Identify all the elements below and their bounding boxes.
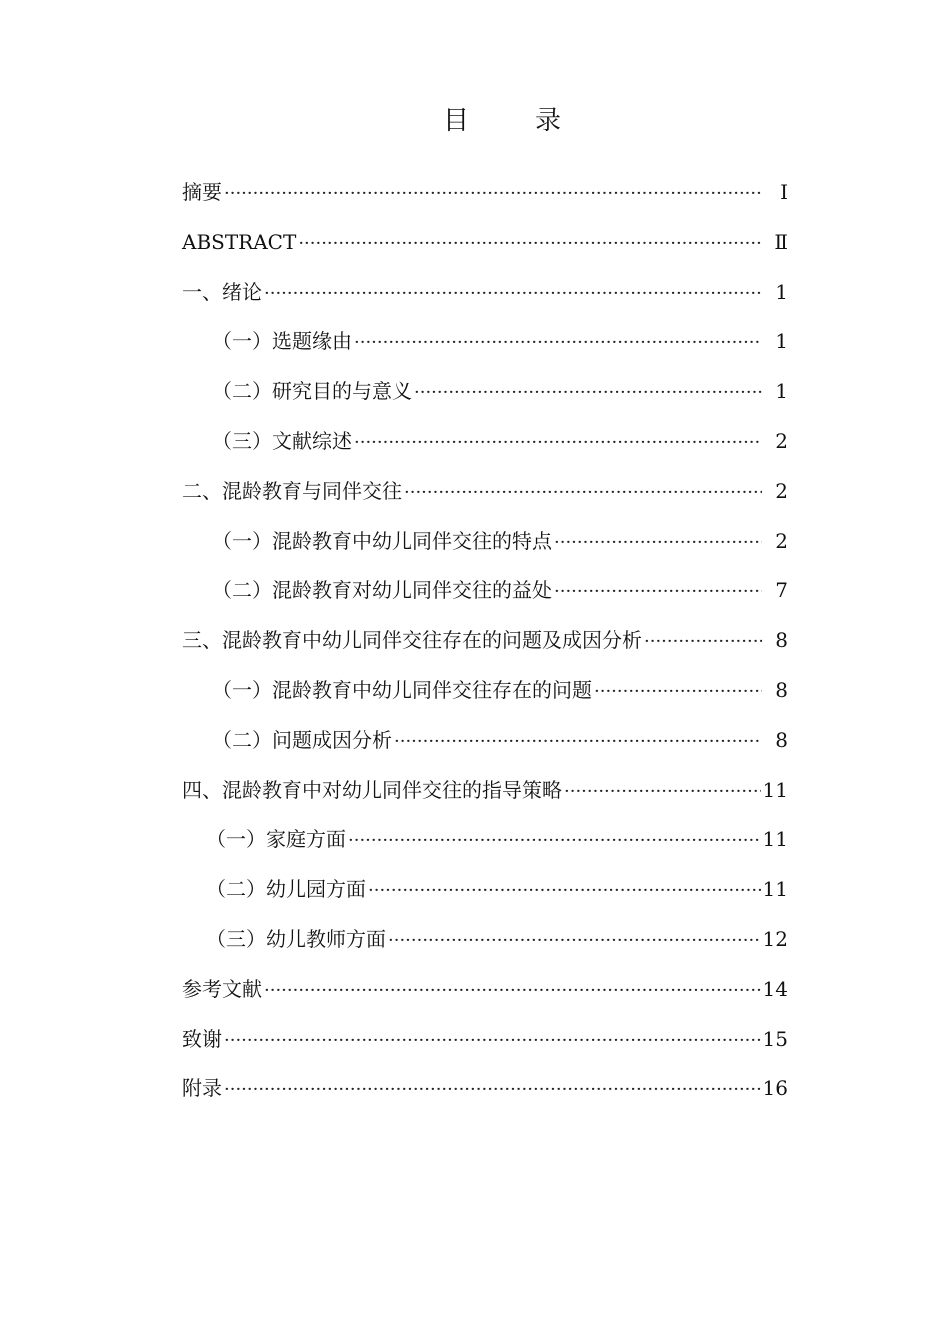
toc-entry-label: （二）问题成因分析 <box>212 727 392 752</box>
toc-entry-label: （一）混龄教育中幼儿同伴交往存在的问题 <box>212 677 592 702</box>
toc-leader <box>224 1065 761 1115</box>
toc-leader <box>644 617 762 667</box>
toc-page-number: Ⅱ <box>774 229 788 254</box>
toc-entry-section-4-1[interactable] <box>182 815 788 865</box>
toc-leader <box>224 169 762 219</box>
toc-leader <box>264 269 762 319</box>
toc-entry-chapter-3[interactable] <box>182 616 788 666</box>
toc-entry-label: ABSTRACT <box>182 229 297 254</box>
toc-title: 目 录 <box>442 106 581 136</box>
toc-leader <box>394 717 762 767</box>
toc-entry-section-1-3[interactable] <box>182 417 788 467</box>
toc-page-number: 15 <box>762 1026 788 1051</box>
toc-leader <box>354 418 762 468</box>
toc-entry-label: 一、绪论 <box>182 279 262 304</box>
toc-entry-section-4-3[interactable] <box>182 915 788 965</box>
toc-page-number: 2 <box>775 528 788 553</box>
toc-page-number: Ⅰ <box>780 180 788 204</box>
toc-entry-acknowledgements[interactable] <box>182 1015 788 1065</box>
toc-entry-label: 四、混龄教育中对幼儿同伴交往的指导策略 <box>182 777 562 802</box>
toc-leader <box>348 816 761 866</box>
toc-entry-label: （二）研究目的与意义 <box>212 379 412 404</box>
toc-page-number: 8 <box>775 727 788 752</box>
toc-entry-label: （三）幼儿教师方面 <box>206 926 386 951</box>
toc-entry-label: 致谢 <box>182 1026 222 1051</box>
toc-leader <box>564 767 761 817</box>
toc-entry-label: （一）混龄教育中幼儿同伴交往的特点 <box>212 528 552 553</box>
toc-entry-chapter-2[interactable] <box>182 467 788 517</box>
toc-entry-label: （二）幼儿园方面 <box>206 877 366 902</box>
toc-entry-label: （三）文献综述 <box>212 428 352 453</box>
toc-leader <box>414 368 762 418</box>
toc-leader <box>354 318 762 368</box>
toc-page-number: 11 <box>762 777 788 802</box>
toc-entry-label: 摘要 <box>182 180 222 204</box>
toc-entry-appendix[interactable] <box>182 1064 788 1114</box>
toc-entry-section-3-2[interactable] <box>182 716 788 766</box>
toc-leader <box>264 966 761 1016</box>
toc-entry-label: （二）混龄教育对幼儿同伴交往的益处 <box>212 578 552 603</box>
toc-entry-label: 附录 <box>182 1076 222 1101</box>
toc-leader <box>298 219 762 269</box>
toc-entry-abstract-en[interactable] <box>182 218 788 268</box>
toc-entry-section-4-2[interactable] <box>182 865 788 915</box>
toc-leader <box>554 567 762 617</box>
toc-list <box>182 168 788 1114</box>
toc-page-number: 12 <box>762 926 788 951</box>
toc-page-number: 2 <box>775 428 788 453</box>
toc-entry-chapter-4[interactable] <box>182 766 788 816</box>
toc-page-number: 11 <box>762 827 788 852</box>
toc-entry-section-3-1[interactable] <box>182 666 788 716</box>
toc-page-number: 7 <box>775 578 788 603</box>
toc-entry-label: 二、混龄教育与同伴交往 <box>182 478 402 503</box>
toc-leader <box>404 468 762 518</box>
toc-page-number: 11 <box>762 877 788 902</box>
toc-entry-chapter-1[interactable] <box>182 268 788 318</box>
toc-leader <box>224 1016 761 1066</box>
toc-page-number: 8 <box>775 677 788 702</box>
toc-page-number: 1 <box>775 329 788 354</box>
toc-page-number: 14 <box>762 976 788 1001</box>
toc-entry-label: 三、混龄教育中幼儿同伴交往存在的问题及成因分析 <box>182 628 642 653</box>
toc-entry-section-2-2[interactable] <box>182 566 788 616</box>
toc-page-number: 2 <box>775 478 788 503</box>
toc-leader <box>368 866 761 916</box>
toc-page-number: 1 <box>775 379 788 404</box>
toc-entry-label: 参考文献 <box>182 976 262 1001</box>
toc-page-number: 8 <box>775 628 788 653</box>
toc-page-number: 1 <box>775 279 788 304</box>
toc-leader <box>554 518 762 568</box>
toc-entry-label: （一）家庭方面 <box>206 827 346 852</box>
toc-leader <box>388 916 761 966</box>
toc-entry-section-1-2[interactable] <box>182 367 788 417</box>
toc-entry-abstract-cn[interactable] <box>182 168 788 218</box>
toc-entry-label: （一）选题缘由 <box>212 329 352 354</box>
toc-leader <box>594 667 762 717</box>
toc-page-number: 16 <box>762 1076 788 1101</box>
toc-entry-section-2-1[interactable] <box>182 517 788 567</box>
toc-entry-section-1-1[interactable] <box>182 317 788 367</box>
toc-entry-references[interactable] <box>182 965 788 1015</box>
